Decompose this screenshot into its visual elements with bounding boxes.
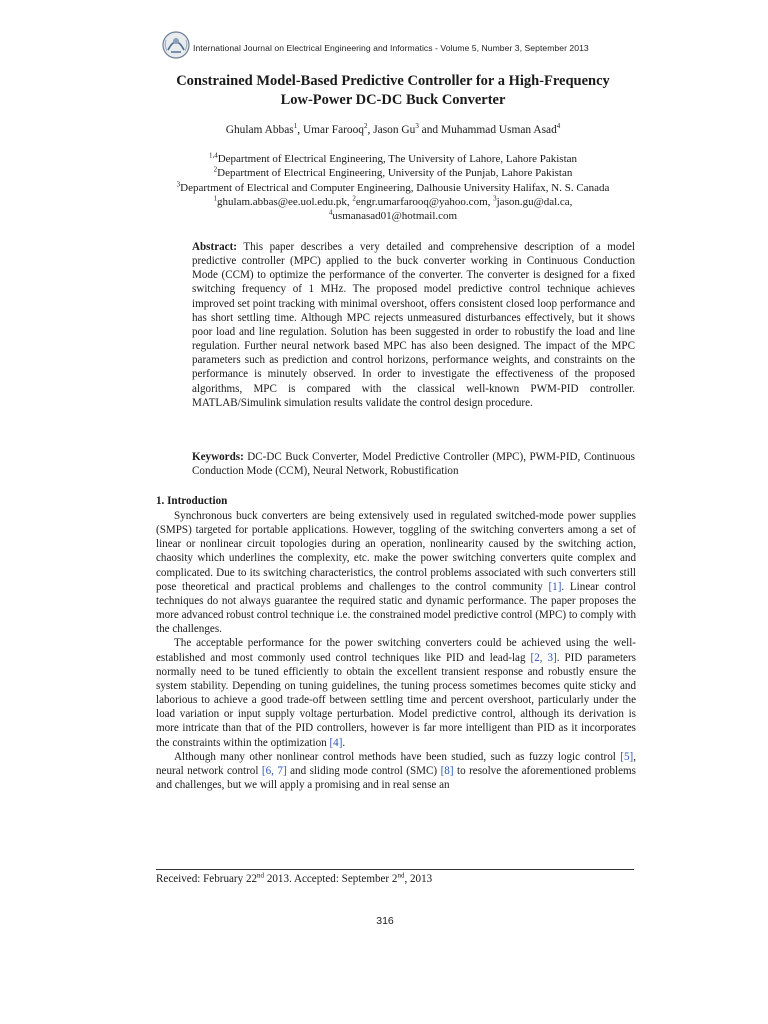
paragraph-text: Although many other nonlinear control methods have been studied, such as fuzzy logic control: [174, 750, 621, 763]
keywords-text: DC-DC Buck Converter, Model Predictive Controller (MPC), PWM-PID, Continuous Conduction Mode (CCM), Neural Network, Robustification: [192, 451, 635, 478]
email-mark: 3: [493, 194, 497, 203]
accepted-date-suffix: nd: [397, 871, 405, 880]
citation-link[interactable]: [8]: [440, 764, 454, 777]
email-address: jason.gu@dal.ca,: [496, 195, 573, 208]
abstract: [192, 240, 635, 410]
author-separator: and: [418, 124, 441, 136]
affiliation-mark: 2: [213, 165, 218, 174]
email-address: engr.umarfarooq@yahoo.com,: [355, 195, 494, 208]
affiliation-line: [150, 181, 636, 195]
journal-header: [162, 28, 622, 62]
paragraph: [156, 750, 636, 792]
paragraph-text: . PID parameters normally need to be tuned efficiently to obtain the excellent transient response and robustly ensure the system stability. Depending on tuning guidelines, the tuning process sometimes becomes quite sticky and laborious to achieve a good trade-off between settling time and percent overshoot, particularly under the load variation or input supply voltage perturbation. Model predictive control, although its derivation is more intricate than that of the PID controllers, however is far more intelligent than PID as it incorporates the constraints within the optimization: [156, 651, 636, 749]
author-name: Jason Gu: [373, 124, 416, 136]
journal-logo-icon: [162, 30, 190, 60]
citation-link[interactable]: [2, 3]: [530, 651, 557, 664]
author-affiliation-mark: 2: [364, 122, 368, 131]
accepted-date: 2013. Accepted: September 2: [264, 873, 398, 885]
author-affiliation-mark: 4: [556, 122, 561, 131]
email-line-2: [150, 209, 636, 223]
affiliations: [150, 152, 636, 223]
abstract-label: Abstract:: [192, 241, 237, 253]
author-name: Umar Farooq: [302, 124, 365, 136]
introduction-body: [156, 509, 636, 792]
paragraph-text: and sliding mode control (SMC): [286, 764, 441, 777]
paper-title: [150, 72, 636, 110]
affiliation-line: [150, 152, 636, 166]
citation-link[interactable]: [4]: [329, 736, 343, 749]
author-name: Muhammad Usman Asad: [440, 124, 557, 136]
paragraph-text: Synchronous buck converters are being extensively used in regulated switched-mode power supplies (SMPS) targeted for portable applications. However, toggling of the switching converters among a set of linear or nonlinear circuit topologies during an operation, nonlinearity caused by the switching action, chaosity which underlines the complexity, etc. make the power switching converters quite complex and complicated. Due to its switching characteristics, the control problems associated with such converters still pose theoretical and practical problems and challenges to the control community: [156, 510, 636, 593]
affiliation-text: Department of Electrical Engineering, University of the Punjab, Lahore Pakistan: [217, 167, 573, 180]
paragraph-text: . Linear control techniques do not always guarantee the required static and dynamic performance. The paper proposes the more advanced robust control technique i.e. the constrained model predictive control (MPC) to comply with the challenges.: [156, 580, 636, 636]
accepted-year: , 2013: [404, 873, 433, 885]
email-mark: 2: [352, 194, 356, 203]
paragraph-text: , neural network control: [156, 750, 636, 777]
page-number: 316: [376, 915, 394, 927]
affiliation-mark: 1,4: [208, 151, 218, 160]
abstract-text: This paper describes a very detailed and comprehensive description of a model predictive controller (MPC) applied to the buck converter working in Continuous Conduction Mode (CCM) to optimize the performance of the converter. The converter is designed for a fixed switching frequency of 1 MHz. The proposed model predictive control technique achieves improved set point tracking with minimal overshoot, offers consistent closed loop performance and has short settling time. Although MPC rejects unmeasured disturbances effectively, but it shows poor load and line regulation. Solution has been suggested in order to robustify the load and line regulation. Further neural network based MPC has also been designed. The impact of the MPC parameters such as prediction and control horizons, performance weights, and constraints on the performance is minutely observed. In order to investigate the effectiveness of the proposed algorithms, MPC is compared with the classical well-known PWM-PID controller. MATLAB/Simulink simulation results validate the control design procedure.: [192, 241, 635, 409]
author-list: [150, 122, 636, 138]
affiliation-line: [150, 166, 636, 180]
received-date: Received: February 22: [156, 873, 258, 885]
paper-title-line-1: Constrained Model-Based Predictive Controller for a High-Frequency: [176, 73, 610, 89]
email-address: ghulam.abbas@ee.uol.edu.pk,: [217, 195, 353, 208]
citation-link[interactable]: [5]: [620, 750, 634, 763]
email-mark: 1: [213, 194, 218, 203]
paragraph-text: .: [342, 736, 346, 749]
paper-title-line-2: Low-Power DC-DC Buck Converter: [280, 92, 506, 108]
received-accepted-footnote: [156, 872, 636, 886]
journal-title: International Journal on Electrical Engineering and Informatics - Volume 5, Number 3, September 2013: [193, 43, 589, 53]
author-affiliation-mark: 3: [415, 122, 419, 131]
author-separator: ,: [297, 124, 303, 136]
affiliation-mark: 3: [176, 179, 181, 188]
author-separator: ,: [367, 124, 374, 136]
email-address: usmanasad01@hotmail.com: [332, 210, 458, 223]
section-heading-introduction: 1. Introduction: [156, 495, 228, 507]
received-date-suffix: nd: [257, 871, 265, 880]
email-line-1: [150, 195, 636, 209]
affiliation-text: Department of Electrical and Computer Engineering, Dalhousie University Halifax, N. S. Canada: [180, 181, 610, 194]
paragraph: [156, 509, 636, 636]
citation-link[interactable]: [6, 7]: [261, 764, 287, 777]
citation-link[interactable]: [1]: [548, 580, 562, 593]
author-affiliation-mark: 1: [293, 122, 298, 131]
email-mark: 4: [328, 208, 333, 217]
footnote-divider: [156, 869, 634, 870]
paragraph-text: The acceptable performance for the power switching converters could be achieved using the well-established and most commonly used control techniques like PID and lead-lag: [156, 637, 636, 664]
author-name: Ghulam Abbas: [225, 124, 294, 136]
affiliation-text: Department of Electrical Engineering, The University of Lahore, Lahore Pakistan: [217, 153, 578, 165]
paragraph: [156, 636, 636, 749]
keywords-label: Keywords:: [192, 451, 244, 463]
paragraph-text: to resolve the aforementioned problems and challenges, but we will apply a promising and in real sense an: [156, 764, 636, 791]
affiliation-list: [150, 152, 636, 195]
keywords: [192, 450, 635, 478]
